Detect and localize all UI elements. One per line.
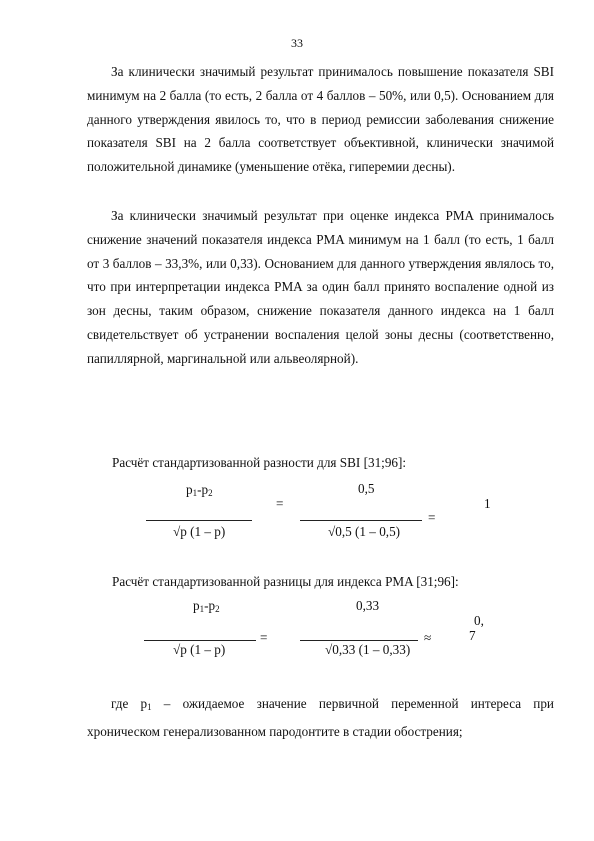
footnote-prefix: где p bbox=[111, 696, 148, 711]
formula-sbi-eq1: = bbox=[276, 496, 284, 511]
p-var: -p bbox=[204, 598, 216, 613]
fraction-bar bbox=[300, 640, 418, 641]
formula-sbi-result: 1 bbox=[484, 496, 491, 511]
fraction-bar bbox=[144, 640, 256, 641]
p-var: p bbox=[193, 598, 200, 613]
fraction-bar bbox=[146, 520, 252, 521]
p-var: -p bbox=[197, 482, 209, 497]
formula-sbi-right-numerator: 0,5 bbox=[358, 481, 375, 496]
subscript: 1 bbox=[192, 488, 198, 498]
page-number: 33 bbox=[291, 36, 303, 50]
formula-pma-left-numerator bbox=[193, 598, 220, 614]
formula-pma-eq1: = bbox=[260, 630, 268, 645]
formula-sbi-eq2: = bbox=[428, 510, 436, 525]
formula-pma-result-a: 0, bbox=[474, 613, 484, 628]
formula-pma-result-b: 7 bbox=[469, 628, 476, 643]
formula-sbi-heading: Расчёт стандартизованной разности для SBI [31;96]: bbox=[112, 455, 407, 470]
formula-sbi-right-denominator: √0,5 (1 – 0,5) bbox=[328, 524, 401, 539]
formula-pma-heading: Расчёт стандартизованной разницы для индекса PMA [31;96]: bbox=[112, 574, 459, 589]
subscript: 2 bbox=[215, 604, 220, 614]
paragraph-sbi: За клинически значимый результат принималось повышение показателя SBI минимум на 2 балла (то есть, 2 балла от 4 баллов – 50%, или 0,5). Основанием для данного утверждения явилось то, что в период ремиссии заболевания снижение показателя SBI на 2 балла соответствует объективной, клинически значимой положительной динамике (уменьшение отёка, гиперемии десны). bbox=[87, 64, 554, 175]
subscript: 1 bbox=[199, 604, 205, 614]
footnote-text: – ожидаемое значение первичной переменной интереса при хроническом генерализованном пародонтите в стадии обострения; bbox=[87, 696, 554, 739]
formula-pma-right-numerator: 0,33 bbox=[356, 598, 380, 613]
paragraph-pma: За клинически значимый результат при оценке индекса PMA принималось снижение значений показателя индекса PMA минимум на 1 балл (то есть, 1 балл от 3 баллов – 33,3%, или 0,33). Основанием для данного утверждения являлось то, что при интерпретации индекса PMA за один балл принято воспаление одной из зон десны, таким образом, снижение показателя данного индекса на 1 балл свидетельствует об устранении воспаления целой зоны десны (соответственно, папиллярной, маргинальной или альвеолярной). bbox=[87, 208, 554, 366]
formula-sbi-left-denominator: √p (1 – p) bbox=[173, 524, 226, 539]
fraction-bar bbox=[300, 520, 422, 521]
footnote-definition bbox=[87, 692, 554, 744]
formula-pma-left-denominator: √p (1 – p) bbox=[173, 642, 226, 657]
formula-pma-approx: ≈ bbox=[424, 630, 432, 645]
formula-pma-right-denominator: √0,33 (1 – 0,33) bbox=[325, 642, 411, 657]
p-var: p bbox=[186, 482, 193, 497]
subscript: 1 bbox=[147, 702, 152, 712]
subscript: 2 bbox=[208, 488, 213, 498]
formula-sbi-left-numerator bbox=[186, 482, 213, 498]
